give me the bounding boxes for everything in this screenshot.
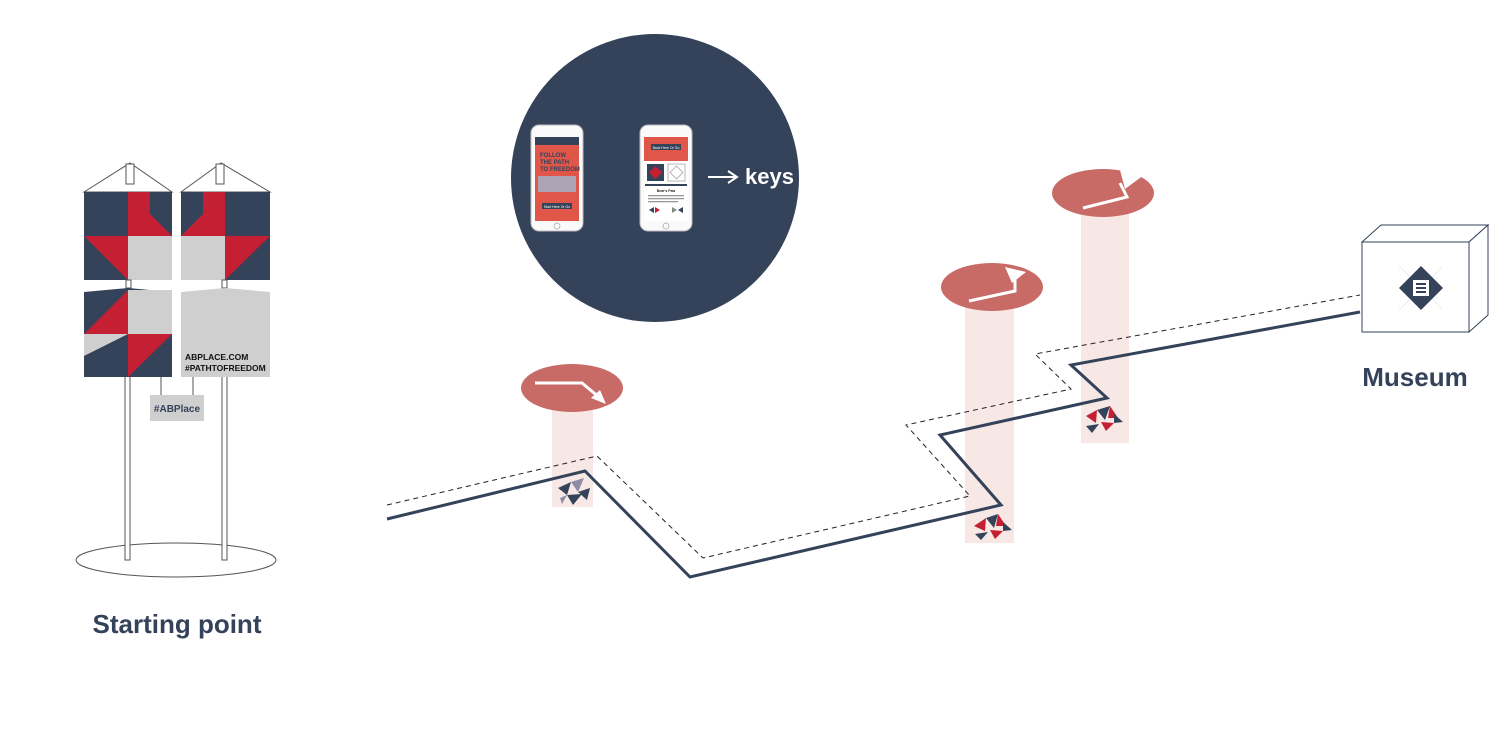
phone-left-button-text: Start Here Or Go bbox=[543, 205, 571, 209]
path-dashed bbox=[387, 295, 1360, 558]
app-preview-circle bbox=[511, 34, 799, 322]
hashtag-tag-label: #ABPlace bbox=[153, 404, 201, 415]
quilt-block-icon bbox=[1399, 266, 1443, 310]
marker-3 bbox=[1052, 169, 1154, 217]
keys-label: keys bbox=[745, 164, 794, 189]
quilt-panel-top-right bbox=[181, 192, 270, 280]
sign-roof-right bbox=[181, 163, 270, 192]
museum-label: Museum bbox=[1362, 362, 1468, 392]
marker-1 bbox=[521, 364, 623, 412]
starting-sign bbox=[76, 163, 276, 577]
path-solid bbox=[387, 312, 1360, 577]
phone-right bbox=[640, 125, 692, 231]
sign-text-panel bbox=[181, 288, 270, 377]
sign-url-text: ABPLACE.COM bbox=[185, 352, 249, 362]
phone-left bbox=[531, 125, 583, 231]
sign-base-ellipse bbox=[76, 543, 276, 577]
phone-right-top-button-text: Back Here Or Go bbox=[652, 146, 680, 150]
quilt-panel-top-left bbox=[84, 192, 172, 280]
marker-2 bbox=[941, 263, 1043, 311]
phone-right-section-label: Bear's Paw bbox=[656, 189, 676, 193]
sign-hashtag-text: #PATHTOFREEDOM bbox=[185, 363, 266, 373]
phone-left-headline-2: THE PATH bbox=[540, 160, 570, 166]
phone-left-headline-1: FOLLOW bbox=[540, 153, 566, 159]
museum-building bbox=[1362, 225, 1488, 332]
phone-left-headline-3: TO FREEDOM bbox=[540, 167, 580, 173]
quilt-panel-bottom-left bbox=[84, 288, 172, 377]
starting-point-label: Starting point bbox=[92, 609, 262, 639]
